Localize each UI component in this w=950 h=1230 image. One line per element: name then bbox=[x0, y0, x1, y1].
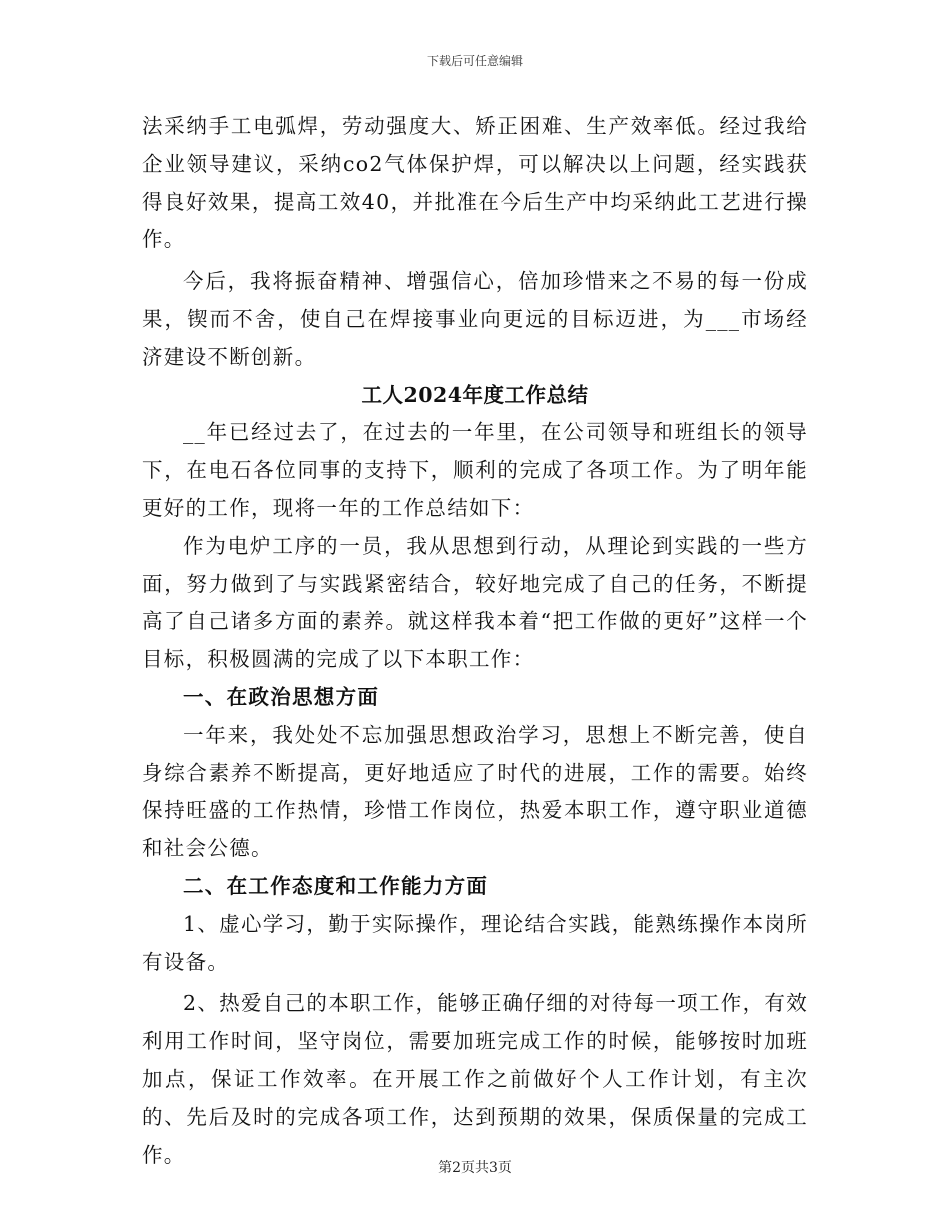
paragraph-future-commitment: 今后，我将振奋精神、增强信心，倍加珍惜来之不易的每一份成果，锲而不舍，使自己在焊接事业向更远的目标迈进，为___市场经济建设不断创新。 bbox=[142, 269, 808, 369]
document-body bbox=[142, 108, 808, 1174]
section-heading-politics: 一、在政治思想方面 bbox=[183, 684, 380, 709]
document-title: 工人2024年度工作总结 bbox=[361, 382, 589, 407]
paragraph-item-2: 2、热爱自己的本职工作，能够正确仔细的对待每一项工作，有效利用工作时间，坚守岗位，需要加班完成工作的时候，能够按时加班加点，保证工作效率。在开展工作之前做好个人工作计划，有主次的、先后及时的完成各项工作，达到预期的效果，保质保量的完成工作。 bbox=[142, 991, 808, 1167]
paragraph-role: 作为电炉工序的一员，我从思想到行动，从理论到实践的一些方面，努力做到了与实践紧密结合，较好地完成了自己的任务，不断提高了自己诸多方面的素养。就这样我本着“把工作做的更好”这样一个目标，积极圆满的完成了以下本职工作： bbox=[142, 533, 808, 672]
paragraph-politics: 一年来，我处处不忘加强思想政治学习，思想上不断完善，使自身综合素养不断提高，更好地适应了时代的进展，工作的需要。始终保持旺盛的工作热情，珍惜工作岗位，热爱本职工作，遵守职业道德和社会公德。 bbox=[142, 722, 808, 861]
page-header: 下载后可任意编辑 bbox=[426, 54, 523, 68]
paragraph-welding-process: 法采纳手工电弧焊，劳动强度大、矫正困难、生产效率低。经过我给企业领导建议，采纳co2气体保护焊，可以解决以上问题，经实践获得良好效果，提高工效40，并批准在今后生产中均采纳此工艺进行操作。 bbox=[142, 114, 808, 252]
section-heading-attitude: 二、在工作态度和工作能力方面 bbox=[183, 873, 489, 898]
paragraph-intro: __年已经过去了，在过去的一年里，在公司领导和班组长的领导下，在电石各位同事的支持下，顺利的完成了各项工作。为了明年能更好的工作，现将一年的工作总结如下： bbox=[142, 420, 808, 520]
page-footer: 第2页共3页 bbox=[438, 1160, 512, 1176]
paragraph-item-1: 1、虚心学习，勤于实际操作，理论结合实践，能熟练操作本岗所有设备。 bbox=[142, 911, 808, 974]
